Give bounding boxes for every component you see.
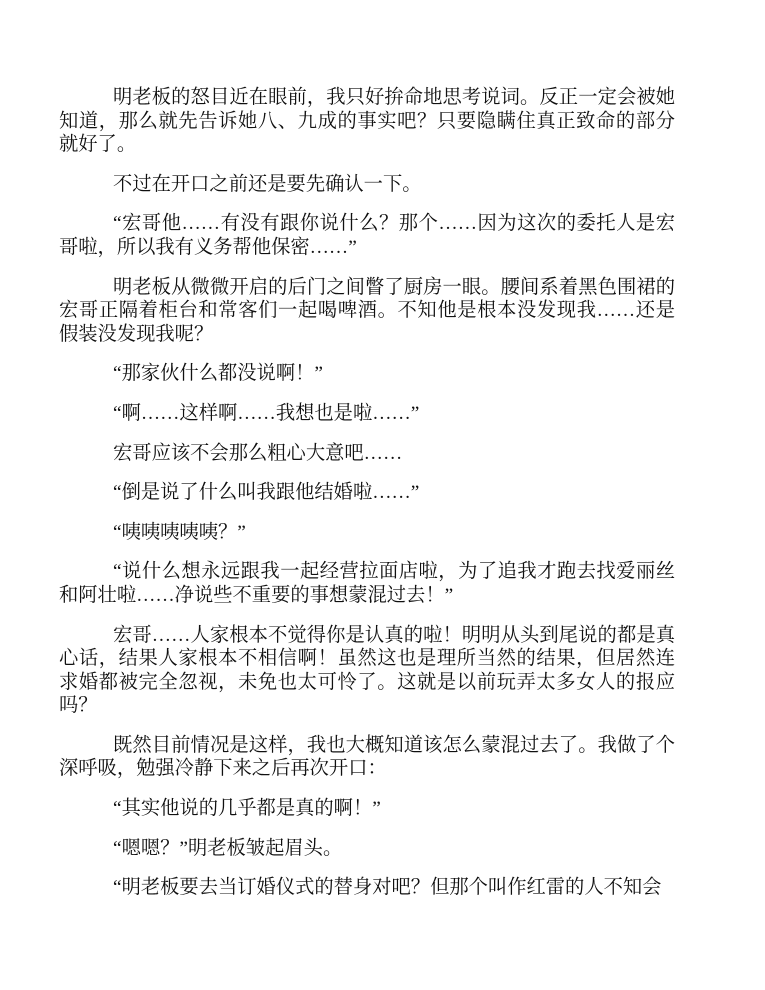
paragraph: “其实他说的几乎都是真的啊！” bbox=[113, 798, 381, 820]
paragraph: “明老板要去当订婚仪式的替身对吧？但那个叫作红雷的人不知会 bbox=[113, 877, 662, 899]
paragraph: “说什么想永远跟我一起经营拉面店啦，为了追我才跑去找爱丽丝和阿壮啦……净说些不重要的事想蒙混过去！” bbox=[59, 561, 675, 606]
paragraph: “咦咦咦咦咦？” bbox=[113, 521, 246, 543]
paragraph: “嗯嗯？”明老板皱起眉头。 bbox=[113, 837, 343, 859]
paragraph: 宏哥应该不会那么粗心大意吧…… bbox=[113, 442, 403, 464]
paragraph: 不过在开口之前还是要先确认一下。 bbox=[113, 173, 422, 195]
page-text bbox=[59, 86, 675, 900]
paragraph: “啊……这样啊……我想也是啦……” bbox=[113, 402, 420, 424]
paragraph: “倒是说了什么叫我跟他结婚啦……” bbox=[113, 482, 420, 504]
paragraph: 明老板的怒目近在眼前，我只好拚命地思考说词。反正一定会被她知道，那么就先告诉她八、九成的事实吧？只要隐瞒住真正致命的部分就好了。 bbox=[59, 87, 675, 156]
paragraph: “宏哥他……有没有跟你说什么？那个……因为这次的委托人是宏哥啦，所以我有义务帮他保密……” bbox=[59, 213, 675, 258]
paragraph: “那家伙什么都没说啊！” bbox=[113, 363, 323, 385]
paragraph: 既然目前情况是这样，我也大概知道该怎么蒙混过去了。我做了个深呼吸，勉强冷静下来之后再次开口： bbox=[59, 734, 675, 780]
paragraph: 宏哥……人家根本不觉得你是认真的啦！明明从头到尾说的都是真心话，结果人家根本不相信啊！虽然这也是理所当然的结果，但居然连求婚都被完全忽视，未免也太可怜了。这就是以前玩弄太多女人的报应吗？ bbox=[59, 624, 675, 717]
paragraph: 明老板从微微开启的后门之间瞥了厨房一眼。腰间系着黑色围裙的宏哥正隔着柜台和常客们一起喝啤酒。不知他是根本没发现我……还是假装没发现我呢？ bbox=[59, 276, 675, 345]
